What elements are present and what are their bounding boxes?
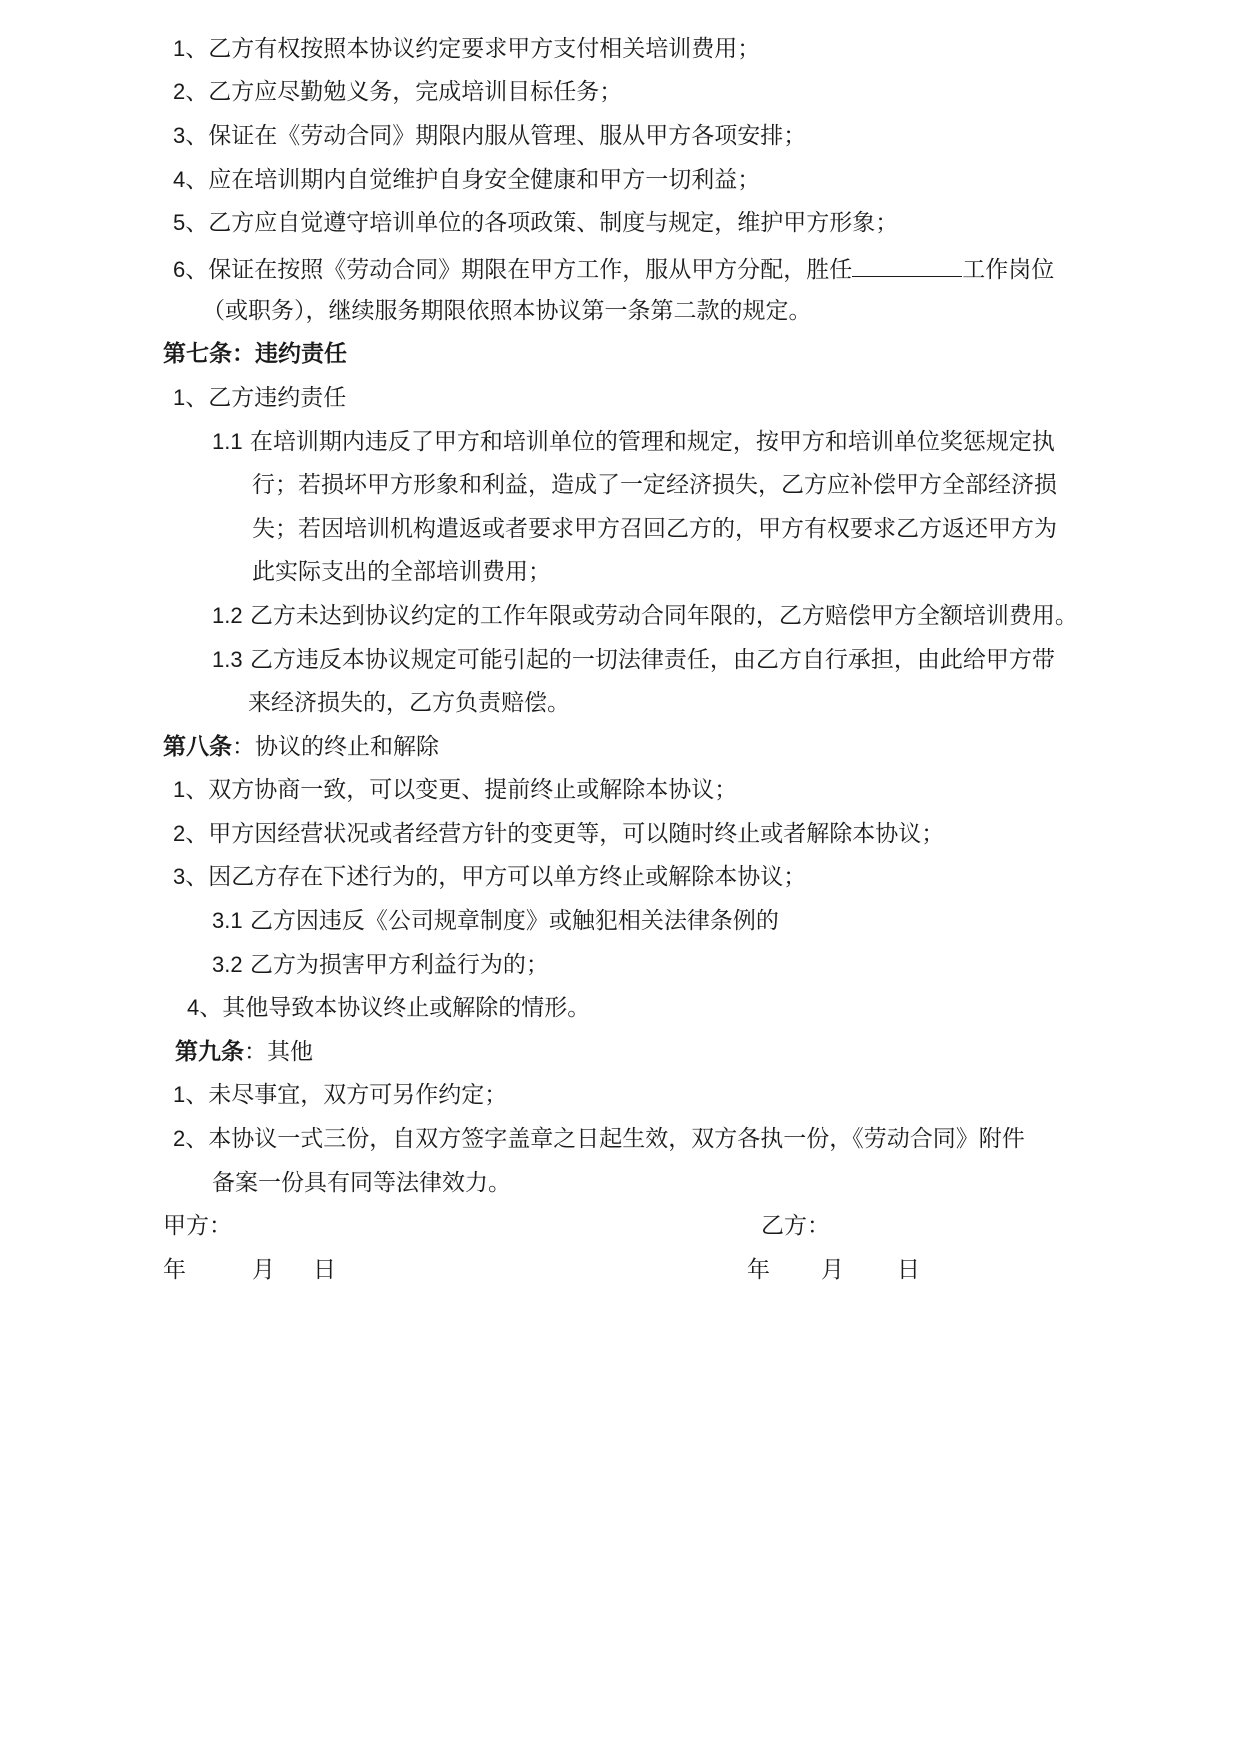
list-item: 2、甲方因经营状况或者经营方针的变更等，可以随时终止或者解除本协议；: [173, 821, 945, 847]
sub-item-continuation: 来经济损失的，乙方负责赔偿。: [248, 690, 570, 716]
sub-item-continuation: 此实际支出的全部培训费用；: [252, 559, 551, 585]
party-a-date-day: 日: [313, 1257, 336, 1283]
list-item-continuation: 备案一份具有同等法律效力。: [212, 1170, 511, 1196]
sub-item-continuation: 行；若损坏甲方形象和利益，造成了一定经济损失，乙方应补偿甲方全部经济损: [252, 472, 1057, 498]
sub-item: 3.1 乙方因违反《公司规章制度》或触犯相关法律条例的: [212, 908, 779, 934]
list-item: 3、因乙方存在下述行为的，甲方可以单方终止或解除本协议；: [173, 864, 807, 890]
list-item: 2、本协议一式三份，自双方签字盖章之日起生效，双方各执一份，《劳动合同》附件: [173, 1126, 1025, 1152]
party-b-date-month: 月: [821, 1257, 844, 1283]
list-item: 4、其他导致本协议终止或解除的情形。: [187, 995, 591, 1021]
sub-item: 1.1 在培训期内违反了甲方和培训单位的管理和规定，按甲方和培训单位奖惩规定执: [212, 429, 1055, 455]
list-item: 1、双方协商一致，可以变更、提前终止或解除本协议；: [173, 777, 738, 803]
sub-item: 1.3 乙方违反本协议规定可能引起的一切法律责任，由乙方自行承担，由此给甲方带: [212, 647, 1055, 673]
list-item: 5、乙方应自觉遵守培训单位的各项政策、制度与规定，维护甲方形象；: [173, 210, 899, 236]
party-a-date-month: 月: [252, 1257, 275, 1283]
section-heading: 第九条：其他: [175, 1038, 313, 1065]
party-a-date-year: 年: [163, 1257, 186, 1283]
list-item: 1、未尽事宜，双方可另作约定；: [173, 1082, 508, 1108]
section-heading: 第八条：协议的终止和解除: [163, 733, 439, 760]
sub-item: 3.2 乙方为损害甲方利益行为的；: [212, 952, 549, 978]
list-item-continuation: （或职务），继续服务期限依照本协议第一条第二款的规定。: [202, 298, 812, 324]
sub-item-continuation: 失；若因培训机构遣返或者要求甲方召回乙方的，甲方有权要求乙方返还甲方为: [252, 516, 1057, 542]
sub-item: 1.2 乙方未达到协议约定的工作年限或劳动合同年限的，乙方赔偿甲方全额培训费用。: [212, 603, 1078, 629]
list-item: 3、保证在《劳动合同》期限内服从管理、服从甲方各项安排；: [173, 123, 807, 149]
list-item: 4、应在培训期内自觉维护自身安全健康和甲方一切利益；: [173, 167, 761, 193]
party-b-date-year: 年: [747, 1257, 770, 1283]
party-b-label: 乙方：: [761, 1213, 830, 1239]
fill-in-blank: [852, 252, 962, 277]
list-item: 6、保证在按照《劳动合同》期限在甲方工作，服从甲方分配，胜任 工作岗位: [173, 252, 1054, 285]
party-b-date-day: 日: [897, 1257, 920, 1283]
list-item: 1、乙方违约责任: [173, 385, 347, 411]
list-item: 1、乙方有权按照本协议约定要求甲方支付相关培训费用；: [173, 36, 761, 62]
section-heading: 第七条：违约责任: [163, 340, 347, 367]
party-a-label: 甲方：: [163, 1213, 232, 1239]
list-item: 2、乙方应尽勤勉义务，完成培训目标任务；: [173, 79, 623, 105]
